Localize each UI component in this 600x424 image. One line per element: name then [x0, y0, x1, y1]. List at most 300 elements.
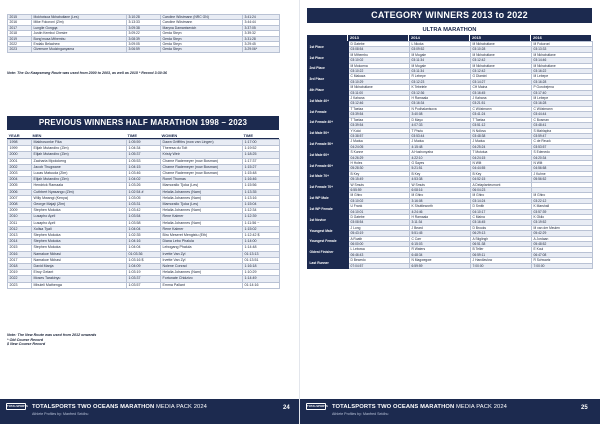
women-winner-cell: Helalia Johannes (Nam): [161, 195, 243, 201]
category-winners-table: [307, 41, 593, 269]
category-winner-name: G Dlamini: [471, 74, 532, 79]
women-winner-cell: Charne Rademeyer (now Bosman): [161, 164, 243, 170]
women-winner-cell: Mamorallo Tjoka (Les): [161, 202, 243, 208]
year-header-2014: 2014: [409, 35, 470, 41]
category-label: 1st Female 50+: [308, 139, 349, 150]
category-winner-time: 07:04:57: [349, 263, 410, 268]
category-winner-name: M Ghiro: [410, 193, 471, 198]
women-time-cell: 1:13:16: [243, 195, 280, 201]
half-marathon-winners-table: [7, 139, 280, 289]
men-winner-cell: Stephen Mokoka: [32, 245, 127, 251]
men-winner-cell: Lucas Matuuda (Zim): [32, 171, 127, 177]
category-winner-name: A Stiglingh: [471, 236, 532, 241]
half-note-route: Note: The New Route was used from 2012 onwards: [7, 333, 97, 337]
women-winner-cell: Gerda Steyn: [161, 42, 243, 47]
category-winner-time: 06:46:43: [349, 252, 410, 257]
men-winner-cell: Bong'musa Mthembu: [32, 36, 127, 41]
category-winner-time: 03:38:57: [349, 133, 410, 138]
category-winner-name: D Smith: [471, 204, 532, 209]
category-time-row: [308, 263, 593, 268]
header-year: YEAR: [8, 133, 20, 138]
half-marathon-notes: [7, 333, 287, 347]
women-time-cell: 1:19:52: [243, 146, 280, 152]
category-winner-name: P Gorobejena: [532, 85, 593, 90]
year-header-2015: 2015: [470, 35, 531, 41]
category-winner-time: 03:13:33: [532, 47, 593, 52]
category-winner-time: 03:39:54: [349, 123, 410, 128]
category-winner-name: M Nkhabutlane: [471, 52, 532, 57]
category-winner-name: J Muduu: [471, 139, 532, 144]
women-winner-cell: Gerda Steyn: [161, 36, 243, 41]
category-label: Oldest Finisher: [308, 247, 349, 258]
category-winner-name: M Mokoena: [349, 63, 410, 68]
women-time-cell: 3:44:44: [243, 20, 280, 25]
category-winner-name: J Long: [349, 225, 410, 230]
category-winner-time: 03:41:24: [471, 112, 532, 117]
women-time-cell: 1:14:00: [243, 239, 280, 245]
year-cell: 1998: [8, 140, 32, 146]
women-winner-cell: Irvette Van Zyl: [161, 251, 243, 257]
category-winner-name: M van der Meulen: [532, 225, 593, 230]
category-winner-name: B Key: [471, 171, 532, 176]
category-winner-time: 05:56:52: [532, 177, 593, 182]
year-cell: 2005: [8, 183, 32, 189]
category-winner-name: J Muduu: [349, 139, 410, 144]
men-time-cell: 1:05:59: [127, 140, 161, 146]
category-winner-name: D Bewedo: [349, 258, 410, 263]
women-winner-cell: Gerda Steyn: [161, 47, 243, 52]
category-winner-time: 06:00:00: [349, 242, 410, 247]
footer-title-bold: TOTALSPORTS TWO OCEANS MARATHON: [332, 404, 455, 410]
category-winner-time: 6:08:16: [410, 187, 471, 192]
men-winner-cell: Elroy Gelant: [32, 270, 127, 276]
women-time-cell: 3:29:06*: [243, 47, 280, 52]
men-winner-cell: Lusapho April: [32, 214, 127, 220]
category-winner-time: 4:22:10: [410, 155, 471, 160]
men-winner-cell: Xolisa Tyali: [32, 226, 127, 232]
women-time-cell: 1:15:27: [243, 164, 280, 170]
men-time-cell: 1:04:04: [127, 245, 161, 251]
category-winner-name: A Delaplanteumont: [471, 182, 532, 187]
men-winner-cell: Namakoe Nkhasi: [32, 257, 127, 263]
men-winner-cell: Makhosonke Fika: [32, 140, 127, 146]
year-cell: 2017: [8, 25, 32, 30]
category-winner-name: M Fokoroni: [532, 42, 593, 47]
category-winner-time: 6:15:03: [410, 242, 471, 247]
men-winner-cell: Lungile Gongqa: [32, 25, 127, 30]
category-winner-name: R Schwartz: [532, 258, 593, 263]
women-time-cell: 1:12:39: [243, 214, 280, 220]
category-winner-name: M Mthembu: [349, 52, 410, 57]
year-cell: 2017: [8, 257, 32, 263]
category-winner-name: N Ndlovu: [471, 128, 532, 133]
women-winner-cell: Dawn Griffiths (now van Lingen): [161, 140, 243, 146]
category-winner-name: C Wöstmann: [532, 106, 593, 111]
page-number: 25: [581, 405, 588, 411]
category-winner-time: 3:40:08: [410, 112, 471, 117]
category-winner-name: J Muduu: [410, 139, 471, 144]
category-winner-time: 03:21:51: [471, 101, 532, 106]
year-cell: 2023: [8, 282, 32, 288]
men-time-cell: 1:03:46: [127, 171, 161, 177]
category-winner-time: 5:21:51: [410, 166, 471, 171]
category-winner-name: C Maina: [471, 215, 532, 220]
table-row: [8, 282, 280, 288]
category-winner-time: 05:48:52: [532, 242, 593, 247]
men-winner-cell: Cuthbert Nyasango (Zim): [32, 189, 127, 195]
women-time-cell: 1:10:29: [243, 270, 280, 276]
category-label: 1st Novice: [308, 215, 349, 226]
category-winner-name: J Beard: [410, 225, 471, 230]
category-winner-time: 03:16:22: [532, 69, 593, 74]
category-winner-name: S Kunne: [349, 150, 410, 155]
category-winner-name: N Wilt: [471, 160, 532, 165]
women-winner-cell: Lebogang Phalula: [161, 245, 243, 251]
year-cell: 2008: [8, 202, 32, 208]
men-time-cell: 1:03:42: [127, 208, 161, 214]
category-winner-name: M Nkhabutlane: [532, 52, 593, 57]
category-winner-name: M Ghiro: [532, 193, 593, 198]
footer-title: [32, 404, 207, 410]
women-time-cell: 1:14:49: [243, 276, 280, 282]
women-time-cell: 01:13:13: [243, 251, 280, 257]
footer-subtitle: Athlete Profiles by: Manfred Seidhu: [332, 412, 389, 416]
year-cell: 2023: [8, 47, 32, 52]
category-label: 1st Place: [308, 52, 349, 63]
category-winner-time: 6:59:59: [410, 263, 471, 268]
header-men-time: TIME: [127, 133, 138, 138]
category-winner-time: 5:51:45: [410, 231, 471, 236]
year-cell: 2016: [8, 20, 32, 25]
category-winner-time: 03:19:52: [532, 220, 593, 225]
category-winner-name: A Hushonyaha: [410, 150, 471, 155]
ultra-winners-continuation-table: [7, 14, 280, 53]
category-winner-time: 06:29:13: [471, 231, 532, 236]
category-winner-time: 4:07:33: [410, 123, 471, 128]
half-note-new-record: $ New Course Record: [7, 342, 46, 347]
men-time-cell: 1:05:53: [127, 158, 161, 164]
women-winner-cell: Nolene Conrad: [161, 264, 243, 270]
category-winner-name: S Edenedo: [532, 150, 593, 155]
half-note-old-record: * Old Course Record: [7, 337, 44, 342]
category-winner-time: 04:26:29: [349, 155, 410, 160]
category-winner-time: 04:44:55: [471, 166, 532, 171]
category-winner-time: 03:10:29: [349, 79, 410, 84]
category-winner-name: CH Maina: [471, 85, 532, 90]
category-winner-time: 05:28:30: [349, 166, 410, 171]
category-winner-name: K Marshall: [532, 204, 593, 209]
year-cell: 2000: [8, 152, 32, 158]
category-winner-time: 03:14:24: [471, 198, 532, 203]
category-winner-time: 03:10:28: [471, 47, 532, 52]
men-time-cell: 1:04:15: [127, 164, 161, 170]
men-time-cell: 3:09:05: [127, 42, 161, 47]
right-footer: [300, 399, 600, 424]
category-winner-time: 3:11:34: [410, 220, 471, 225]
category-winner-name: M Nkhabutlane: [471, 42, 532, 47]
category-winner-name: A Jordaan: [532, 236, 593, 241]
category-winners-title: CATEGORY WINNERS 2013 to 2022: [307, 8, 592, 23]
year-cell: 2018: [8, 264, 32, 270]
category-winner-name: N Podhalantsova: [410, 106, 471, 111]
category-winner-name: M Mogale: [410, 52, 471, 57]
category-winner-time: 03:22:12: [532, 198, 593, 203]
category-winner-time: 06:47:08: [532, 252, 593, 257]
year-cell: 2022: [8, 276, 32, 282]
page-number: 24: [283, 405, 290, 411]
men-winner-cell: Jacob Thugwane: [32, 164, 127, 170]
men-time-cell: 1:02:35: [127, 233, 161, 239]
ultra-route-note: Note: The Ou Kaapseweg Route was used from 2000 to 2003, as well as 2015 * Record 3:30:36: [7, 71, 167, 75]
category-winner-time: 04:10:17: [471, 209, 532, 214]
women-time-cell: 01:13:51: [243, 257, 280, 263]
category-winner-name: H Ramaala: [410, 215, 471, 220]
men-winner-cell: Stephen Mokoka: [32, 233, 127, 239]
women-winner-cell: Caroline Wöstmann (NRC GN): [161, 15, 243, 20]
women-time-cell: 1:15:48: [243, 171, 280, 177]
category-winner-name: M Ghiro: [349, 193, 410, 198]
year-cell: 2019: [8, 36, 32, 41]
year-cell: 1999: [8, 146, 32, 152]
year-cell: 2011: [8, 220, 32, 226]
men-winner-cell: Mike Fokoroni (Zim): [32, 20, 127, 25]
category-winner-name: Y Koloi: [349, 128, 410, 133]
men-time-cell: 1:04:09: [127, 264, 161, 270]
women-time-cell: 3:39:32: [243, 31, 280, 36]
year-header-2016: 2016: [531, 35, 592, 41]
category-winner-time: 06:59:11: [471, 252, 532, 257]
category-winner-name: W Smuts: [410, 182, 471, 187]
women-time-cell: 3:41:24: [243, 15, 280, 20]
category-winner-name: L Nkoka: [410, 42, 471, 47]
category-winner-time: 03:53:44: [410, 133, 471, 138]
category-label: 1st Female 60+: [308, 160, 349, 171]
men-winner-cell: Zacharia Mpolokeng: [32, 158, 127, 164]
men-winner-cell: Elijah Mutandiro (Zim): [32, 152, 127, 158]
category-winner-name: D Brooks: [471, 225, 532, 230]
year-cell: 2010: [8, 214, 32, 220]
category-winner-name: T Taelaa: [471, 117, 532, 122]
category-winner-time: 03:14:46: [532, 58, 593, 63]
men-time-cell: 01:03:36: [127, 251, 161, 257]
women-time-cell: 1:14:48: [243, 245, 280, 251]
category-winner-time: 03:12:42: [471, 58, 532, 63]
footer-title: [332, 404, 507, 410]
women-time-cell: 1:12:34: [243, 208, 280, 214]
category-winner-time: 03:11:34: [410, 69, 471, 74]
women-winner-cell: Fortunate Chidzivo: [161, 276, 243, 282]
year-cell: 2006: [8, 189, 32, 195]
category-winner-time: 4:53:38: [410, 177, 471, 182]
table-row: [8, 47, 280, 52]
women-time-cell: 1:17:37: [243, 158, 280, 164]
category-winner-time: 03:12:46: [349, 101, 410, 106]
category-winner-time: 04:56:58: [532, 166, 593, 171]
category-winner-time: 03:48:38: [471, 133, 532, 138]
category-winner-time: 03:11:34: [410, 58, 471, 63]
category-winner-time: 03:14:27: [471, 79, 532, 84]
category-winner-name: M Nkhabutlane: [471, 63, 532, 68]
women-winner-cell: Emma Pallant: [161, 282, 243, 288]
men-time-cell: 3:10:28: [127, 15, 161, 20]
women-time-cell: 1:15:04: [243, 202, 280, 208]
category-winner-name: W Smuts: [349, 182, 410, 187]
category-winner-time: 7:00:00: [532, 263, 593, 268]
men-winner-cell: Justin Kemboi Chesire: [32, 31, 127, 36]
category-winner-time: 03:53:57: [532, 144, 593, 149]
category-winner-name: H Holes: [349, 160, 410, 165]
category-label: 1st Female 70+: [308, 182, 349, 193]
category-winner-name: C Carr: [410, 236, 471, 241]
category-winner-name: T Phutu: [410, 128, 471, 133]
category-winner-time: 03:08:54: [349, 47, 410, 52]
category-winner-name: R Waters: [410, 247, 471, 252]
women-time-cell: 1:18:25: [243, 152, 280, 158]
category-winner-time: 04:10:01: [349, 209, 410, 214]
men-winner-cell: Givemore Mudzinganyama: [32, 47, 127, 52]
category-winner-name: T Taelaa: [349, 106, 410, 111]
year-cell: 2022: [8, 42, 32, 47]
men-time-cell: 1:03:57: [127, 282, 161, 288]
men-time-cell: 1:03:19: [127, 270, 161, 276]
category-winner-name: K Shuttleworth: [410, 204, 471, 209]
year-cell: 2004: [8, 177, 32, 183]
category-winner-time: 05:43:19: [349, 231, 410, 236]
men-time-cell: 3:09:38: [127, 25, 161, 30]
men-winner-cell: Stephen Mokoka: [32, 239, 127, 245]
category-winner-time: 06:04:23: [471, 187, 532, 192]
category-winner-name: G Sayes: [410, 160, 471, 165]
category-winner-name: M Nkhabutlane: [532, 63, 593, 68]
category-winner-time: 03:44:44: [532, 112, 593, 117]
category-winner-name: B Teller: [471, 247, 532, 252]
men-time-cell: 1:04:34: [127, 146, 161, 152]
header-men: MEN: [32, 133, 42, 138]
men-time-cell: 1:03:58: [127, 220, 161, 226]
category-winner-name: A Ruath: [349, 236, 410, 241]
category-winner-time: 03:16:45: [471, 220, 532, 225]
category-winner-time: 03:51:12: [471, 123, 532, 128]
men-time-cell: 1:04:04: [127, 226, 161, 232]
category-winner-name: M Mogale: [410, 63, 471, 68]
men-winner-cell: Mokhotsoa Nkhabutlane (Les): [32, 15, 127, 20]
ultra-marathon-label: ULTRA MARATHON: [422, 27, 477, 33]
women-time-cell: 3:37:05: [243, 25, 280, 30]
category-winner-time: 06:51:38: [471, 242, 532, 247]
year-cell: 2013: [8, 233, 32, 239]
category-winner-name: J Kahana: [349, 96, 410, 101]
category-winner-name: B Key: [349, 171, 410, 176]
category-winner-name: M Ghiro: [471, 193, 532, 198]
category-winner-time: 04:24:05: [349, 144, 410, 149]
women-time-cell: 1:16:46: [243, 177, 280, 183]
category-winner-time: 03:08:54: [349, 220, 410, 225]
category-winner-name: D Mayo: [410, 117, 471, 122]
left-footer: [0, 399, 299, 424]
category-winner-name: H Ramaala: [410, 96, 471, 101]
women-time-cell: 1:15:02: [243, 226, 280, 232]
men-time-cell: 1:03:26: [127, 183, 161, 189]
category-winner-name: R Lebepe: [410, 74, 471, 79]
category-label: 1st Male 50+: [308, 128, 349, 139]
category-winner-time: 03:17:40: [532, 90, 593, 95]
category-winner-time: 03:59:47: [532, 133, 593, 138]
men-winner-cell: Lusapho April: [32, 220, 127, 226]
category-winner-name: T Mututua: [471, 150, 532, 155]
category-winner-name: S Mahlapha: [532, 128, 593, 133]
category-winner-time: 03:10:02: [349, 58, 410, 63]
category-winner-time: 03:12:23: [410, 79, 471, 84]
footer-title-rest: MEDIA PACK 2024: [154, 404, 207, 410]
women-time-cell: 1:15:56: [243, 183, 280, 189]
category-winner-name: M Nkhabutlane: [349, 85, 410, 90]
category-winner-name: C Makaza: [349, 74, 410, 79]
women-winner-cell: Mamorallo Tjoka (Les): [161, 183, 243, 189]
category-winner-time: 6:48:34: [410, 252, 471, 257]
women-winner-cell: Charne Rademeyer (now Bosman): [161, 171, 243, 177]
men-time-cell: 3:06:59: [127, 47, 161, 52]
category-winner-time: 03:16:34: [410, 101, 471, 106]
category-winner-name: D Gatebe: [349, 42, 410, 47]
category-winner-time: 03:39:54: [349, 112, 410, 117]
category-label: 1st Female: [308, 106, 349, 117]
category-winner-name: M Lebepe: [532, 74, 593, 79]
category-winner-time: 04:24:15: [471, 155, 532, 160]
men-winner-cell: Moses Tarakinyu: [32, 276, 127, 282]
category-winner-name: T Taelaa: [349, 117, 410, 122]
category-winner-name: E Koui: [532, 247, 593, 252]
header-women: WOMEN: [161, 133, 178, 138]
year-cell: 2016: [8, 251, 32, 257]
half-marathon-title: PREVIOUS WINNERS HALF MARATHON 1998 – 2023: [7, 116, 279, 130]
category-label: Youngest Female: [308, 236, 349, 247]
category-winner-name: J Handlavlow: [471, 258, 532, 263]
category-label: Last Runner: [308, 258, 349, 269]
women-winner-cell: Caroline Wöstmann: [161, 20, 243, 25]
men-time-cell: 1:05:37: [127, 152, 161, 158]
men-time-cell: 1:04:16: [127, 239, 161, 245]
men-time-cell: 1:04:02: [127, 177, 161, 183]
category-label: 2nd Place: [308, 63, 349, 74]
category-winner-name: N Magwegwe: [410, 258, 471, 263]
category-label: 1st Male 70+: [308, 171, 349, 182]
category-winner-name: J Kuhne: [532, 171, 593, 176]
men-winner-cell: Namakoe Nkhasi: [32, 251, 127, 257]
category-winner-name: M Lebepe: [532, 96, 593, 101]
category-label: Youngest Male: [308, 225, 349, 236]
category-winner-name: N Wilt: [532, 160, 593, 165]
men-time-cell: 1:03:31: [127, 202, 161, 208]
women-winner-cell: Charne Rademeyer (now Bosman): [161, 158, 243, 164]
women-winner-cell: Rene Kalmer: [161, 214, 243, 220]
category-winner-time: 03:16:28: [532, 79, 593, 84]
women-winner-cell: Helalia Johannes (Nam): [161, 270, 243, 276]
men-time-cell: 1:03:16 $: [127, 257, 161, 263]
men-time-cell: 3:08:39: [127, 36, 161, 41]
men-winner-cell: Endalu Belachew: [32, 42, 127, 47]
women-time-cell: 3:29:45: [243, 42, 280, 47]
footer-title-bold: TOTALSPORTS TWO OCEANS MARATHON: [32, 404, 155, 410]
category-winner-time: 03:12:42: [471, 69, 532, 74]
women-winner-cell: Ronel Thomas: [161, 177, 243, 183]
men-time-cell: 1:03:37: [127, 276, 161, 282]
women-winner-cell: Theresa du Toit: [161, 146, 243, 152]
women-winner-cell: Irvette Van Zyl: [161, 257, 243, 263]
category-winner-time: 03:48:41: [532, 123, 593, 128]
year-cell: 2015: [8, 245, 32, 251]
category-winner-name: C de Reuck: [532, 139, 593, 144]
year-cell: 2019: [8, 270, 32, 276]
